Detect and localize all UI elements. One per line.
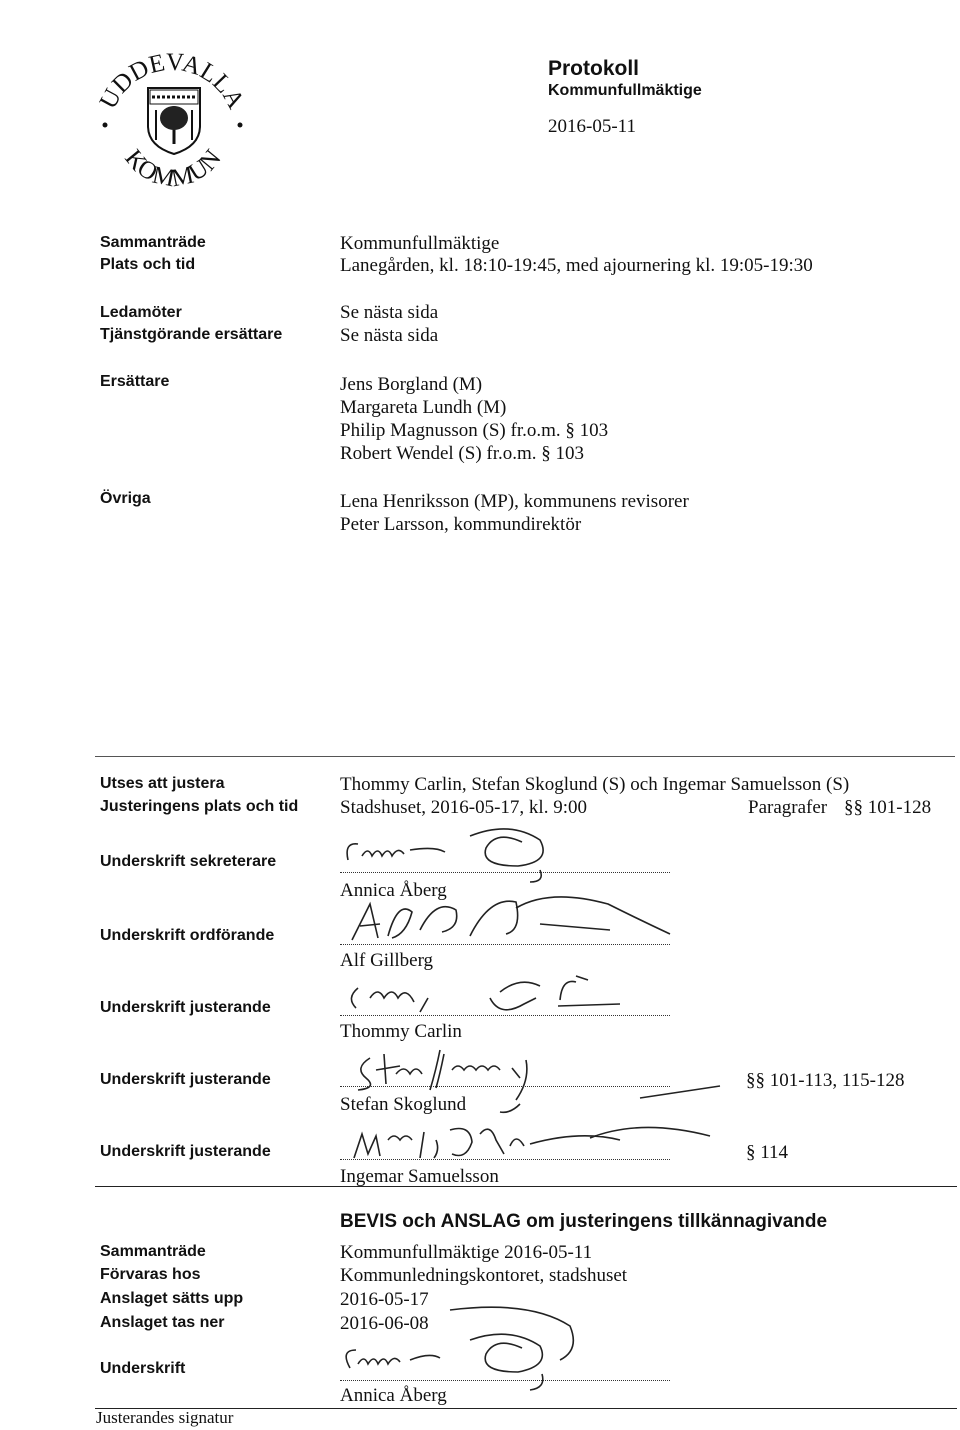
- signer-name: Ingemar Samuelsson: [340, 1166, 499, 1187]
- value-forvaras-hos: Kommunledningskontoret, stadshuset: [340, 1265, 628, 1286]
- signature-sekreterare: [340, 822, 570, 882]
- value-sammantrade: Kommunfullmäktige: [340, 233, 500, 254]
- label-utses-att-justera: Utses att justera: [100, 775, 225, 792]
- signer-name: Alf Gillberg: [340, 950, 434, 971]
- value-utses-att-justera: Thommy Carlin, Stefan Skoglund (S) och Ingemar Samuelsson (S): [340, 774, 850, 795]
- paragraph-range: § 114: [746, 1142, 789, 1163]
- svg-text:UDDEVALLA: UDDEVALLA: [94, 48, 250, 114]
- signer-name: Annica Åberg: [340, 880, 447, 901]
- signature-ordforande: [340, 890, 670, 950]
- label-ledamoter: Ledamöter: [100, 304, 182, 321]
- label-sammantrade: Sammanträde: [100, 234, 206, 251]
- value-sammantrade: Kommunfullmäktige 2016-05-11: [340, 1242, 593, 1263]
- coat-of-arms-icon: [148, 88, 200, 154]
- label-sammantrade: Sammanträde: [100, 1243, 206, 1260]
- label-forvaras-hos: Förvaras hos: [100, 1266, 201, 1283]
- list-item: Margareta Lundh (M): [340, 397, 507, 418]
- svg-text:KOMMUN: KOMMUN: [119, 144, 227, 190]
- paragraph-range: §§ 101-113, 115-128: [746, 1070, 905, 1091]
- label-ovriga: Övriga: [100, 490, 151, 507]
- label-tjanstgorande: Tjänstgörande ersättare: [100, 326, 283, 343]
- signer-name: Annica Åberg: [340, 1385, 447, 1406]
- label-underskrift-ordforande: Underskrift ordförande: [100, 927, 275, 944]
- value-plats-och-tid: Lanegården, kl. 18:10-19:45, med ajournering kl. 19:05-19:30: [340, 255, 813, 276]
- signature-underskrift: [330, 1300, 580, 1390]
- label-underskrift-justerande: Underskrift justerande: [100, 999, 271, 1016]
- paragrafer-label: Paragrafer: [748, 797, 828, 818]
- document-date: 2016-05-11: [548, 116, 636, 137]
- document-title: Protokoll: [548, 57, 640, 80]
- label-underskrift: Underskrift: [100, 1360, 186, 1377]
- divider: [95, 1186, 957, 1187]
- list-item: Philip Magnusson (S) fr.o.m. § 103: [340, 420, 609, 441]
- label-plats-och-tid: Plats och tid: [100, 256, 196, 273]
- value-anslaget-tas-ner: 2016-06-08: [340, 1313, 429, 1334]
- list-item: Peter Larsson, kommundirektör: [340, 514, 582, 535]
- bevis-heading: BEVIS och ANSLAG om justeringens tillkännagivande: [340, 1211, 828, 1232]
- footer-signatur: Justerandes signatur: [96, 1408, 234, 1427]
- signature-justerande-1: [340, 968, 640, 1028]
- value-ledamoter: Se nästa sida: [340, 302, 439, 323]
- signer-name: Stefan Skoglund: [340, 1094, 467, 1115]
- label-ersattare: Ersättare: [100, 373, 170, 390]
- municipality-logo: [88, 40, 258, 190]
- divider: [95, 756, 955, 757]
- label-underskrift-justerande: Underskrift justerande: [100, 1143, 271, 1160]
- value-justeringens-plats: Stadshuset, 2016-05-17, kl. 9:00: [340, 797, 587, 818]
- value-tjanstgorande: Se nästa sida: [340, 325, 439, 346]
- label-anslaget-satts-upp: Anslaget sätts upp: [100, 1290, 244, 1307]
- label-justeringens-plats: Justeringens plats och tid: [100, 798, 299, 815]
- list-item: Jens Borgland (M): [340, 374, 483, 395]
- label-anslaget-tas-ner: Anslaget tas ner: [100, 1314, 225, 1331]
- list-item: Robert Wendel (S) fr.o.m. § 103: [340, 443, 585, 464]
- paragrafer-value: §§ 101-128: [844, 797, 932, 818]
- document-subtitle: Kommunfullmäktige: [548, 82, 702, 99]
- label-underskrift-sekreterare: Underskrift sekreterare: [100, 853, 277, 870]
- list-item: Lena Henriksson (MP), kommunens revisorer: [340, 491, 689, 512]
- signer-name: Thommy Carlin: [340, 1021, 462, 1042]
- value-anslaget-satts-upp: 2016-05-17: [340, 1289, 429, 1310]
- label-underskrift-justerande: Underskrift justerande: [100, 1071, 271, 1088]
